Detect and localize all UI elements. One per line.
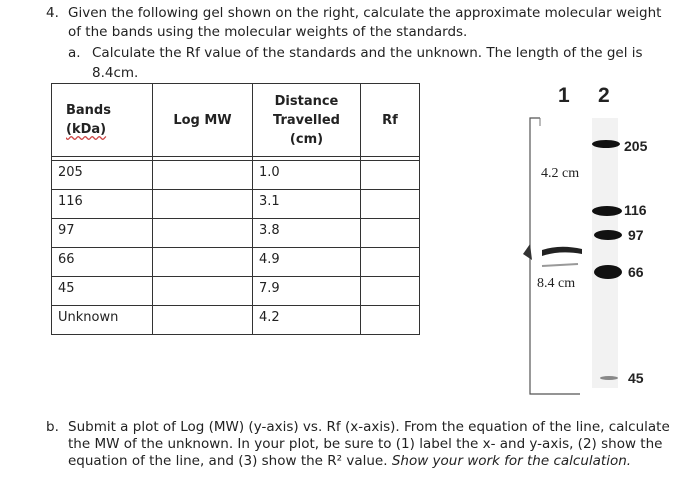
header-bands-line2: (kDa) [66,122,107,137]
part-a-label: a. [68,45,81,61]
full-scale-label: 8.4 cm [537,276,576,291]
header-bands-line1: Bands [66,103,111,118]
logmw-cell[interactable] [153,161,253,190]
header-bands [52,84,153,157]
header-distance-line3: (cm) [289,131,324,147]
header-logmw: Log MW [153,84,253,157]
marker-band-116 [592,206,622,216]
band-cell: 45 [52,277,153,306]
band-cell: 205 [52,161,153,190]
band-cell: 116 [52,190,153,219]
logmw-cell[interactable] [153,277,253,306]
lane-2-smear [592,118,618,388]
table-row [52,306,420,335]
rf-cell[interactable] [361,190,420,219]
marker-label-205: 205 [624,138,648,154]
distance-cell: 7.9 [253,277,361,306]
question-text-line2: of the bands using the molecular weights of the standards. [68,24,468,40]
header-rf: Rf [361,84,420,157]
gel-ruler [530,118,580,394]
marker-label-116: 116 [624,202,647,218]
rf-cell[interactable] [361,248,420,277]
marker-band-66 [594,265,622,279]
lane-1-faint-band [542,264,578,266]
part-a-text-line2: 8.4cm. [92,65,139,81]
logmw-cell[interactable] [153,306,253,335]
table-row [52,219,420,248]
gel-image [520,84,700,404]
part-b-line3-italic: Show your work for the calculation. [391,453,632,469]
distance-cell: 1.0 [253,161,361,190]
part-b-line3-text: equation of the line, and (3) show the R² value. [68,453,392,469]
header-distance [253,84,361,157]
distance-cell: 3.8 [253,219,361,248]
marker-band-45 [600,376,618,380]
band-cell: 66 [52,248,153,277]
part-b-label: b. [46,419,59,435]
rf-cell[interactable] [361,219,420,248]
rf-table [51,83,420,335]
mid-scale-label: 4.2 cm [541,166,580,181]
distance-cell: 4.2 [253,306,361,335]
lane-1-label: 1 [558,84,570,107]
part-b-text-line3 [68,452,631,470]
lane-1-band [542,247,582,256]
part-b-text-line2: the MW of the unknown. In your plot, be sure to (1) label the x- and y-axis, (2) show the [68,436,663,452]
logmw-cell[interactable] [153,190,253,219]
rf-cell[interactable] [361,277,420,306]
distance-cell: 4.9 [253,248,361,277]
question-number: 4. [46,5,59,21]
header-distance-line1: Distance [274,93,339,109]
marker-band-97 [594,230,622,240]
logmw-cell[interactable] [153,248,253,277]
part-b-text-line1: Submit a plot of Log (MW) (y-axis) vs. Rf (x-axis). From the equation of the line, calculate [68,419,670,435]
table-row [52,190,420,219]
gel-drawing [520,84,700,404]
band-cell: 97 [52,219,153,248]
rf-cell[interactable] [361,161,420,190]
part-a-text-line1: Calculate the Rf value of the standards and the unknown. The length of the gel is [92,45,643,61]
table-row [52,277,420,306]
marker-label-66: 66 [628,264,644,280]
lane-2-label: 2 [598,84,610,107]
marker-band-205 [592,140,620,148]
marker-label-97: 97 [628,227,644,243]
logmw-cell[interactable] [153,219,253,248]
band-cell: Unknown [52,306,153,335]
table-row [52,248,420,277]
rf-cell[interactable] [361,306,420,335]
question-text-line1: Given the following gel shown on the right, calculate the approximate molecular weight [68,5,662,21]
header-distance-line2: Travelled [273,112,340,128]
arrow-marker-icon [523,244,532,260]
distance-cell: 3.1 [253,190,361,219]
table-row [52,161,420,190]
marker-label-45: 45 [628,370,644,386]
table-header-row [52,84,420,157]
